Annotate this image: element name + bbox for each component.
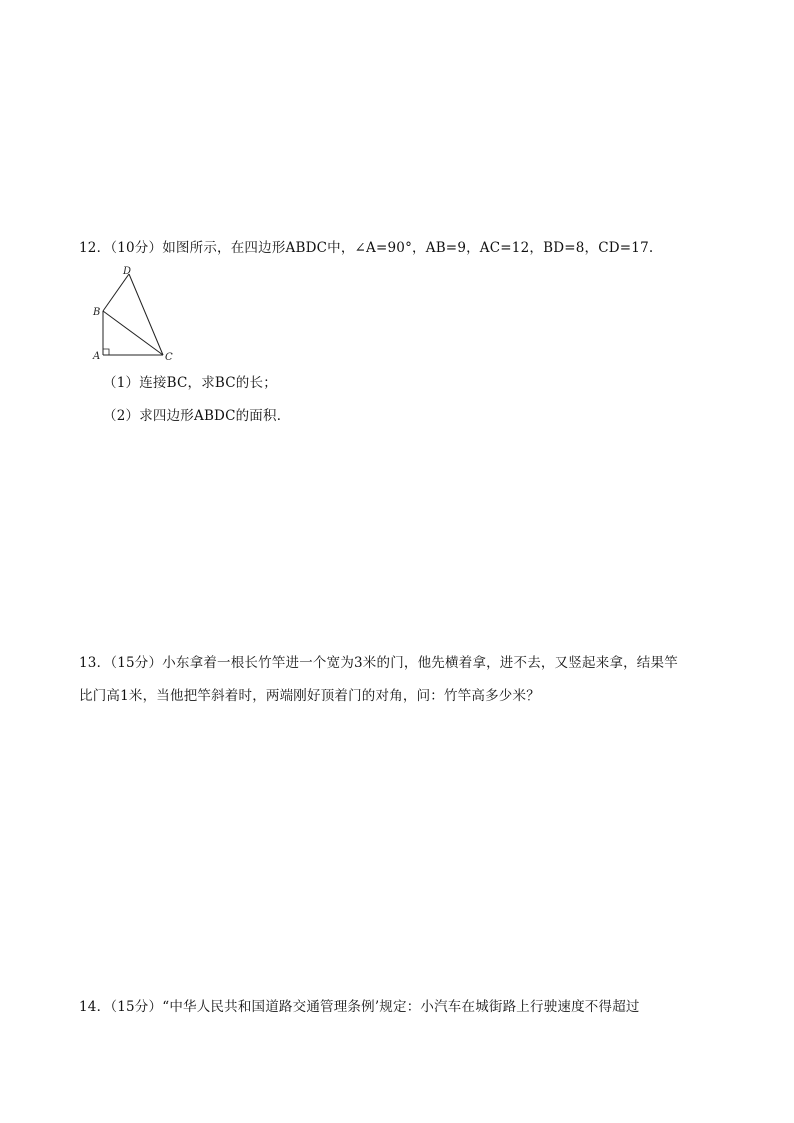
question-12-stem	[79, 239, 653, 257]
question-14-stem-line-1	[79, 998, 640, 1016]
question-12-number: 12．	[79, 240, 111, 256]
question-12-score: （10分）	[110, 240, 163, 256]
question-14-score: （15分）	[110, 999, 163, 1015]
label-d: D	[123, 266, 132, 277]
question-14-text-1: “中华人民共和国道路交通管理条例’规定：小汽车在城街路上行驶速度不得超过	[162, 999, 640, 1015]
question-12-part-1: （1）连接BC，求BC的长；	[103, 375, 277, 391]
segment-bd	[103, 274, 129, 311]
question-12-text: 如图所示，在四边形ABDC中，∠A=90°，AB=9，AC=12，BD=8，CD=17.	[162, 240, 654, 256]
label-b: B	[93, 307, 101, 318]
question-14-number: 14．	[79, 999, 111, 1015]
question-13-stem-line-1	[79, 654, 678, 672]
question-13-number: 13．	[79, 655, 111, 671]
label-c: C	[165, 352, 173, 363]
quadrilateral-figure	[88, 262, 188, 370]
label-a: A	[93, 351, 101, 362]
right-angle-mark	[103, 349, 109, 355]
question-13-stem-line-2: 比门高1米，当他把竿斜着时，两端刚好顶着门的对角，问：竹竿高多少米？	[79, 688, 540, 704]
question-13-score: （15分）	[110, 655, 163, 671]
question-12-part-2: （2）求四边形ABDC的面积．	[103, 408, 291, 424]
question-13-text-1: 小东拿着一根长竹竿进一个宽为3米的门，他先横着拿，进不去，又竖起来拿，结果竿	[162, 655, 678, 671]
